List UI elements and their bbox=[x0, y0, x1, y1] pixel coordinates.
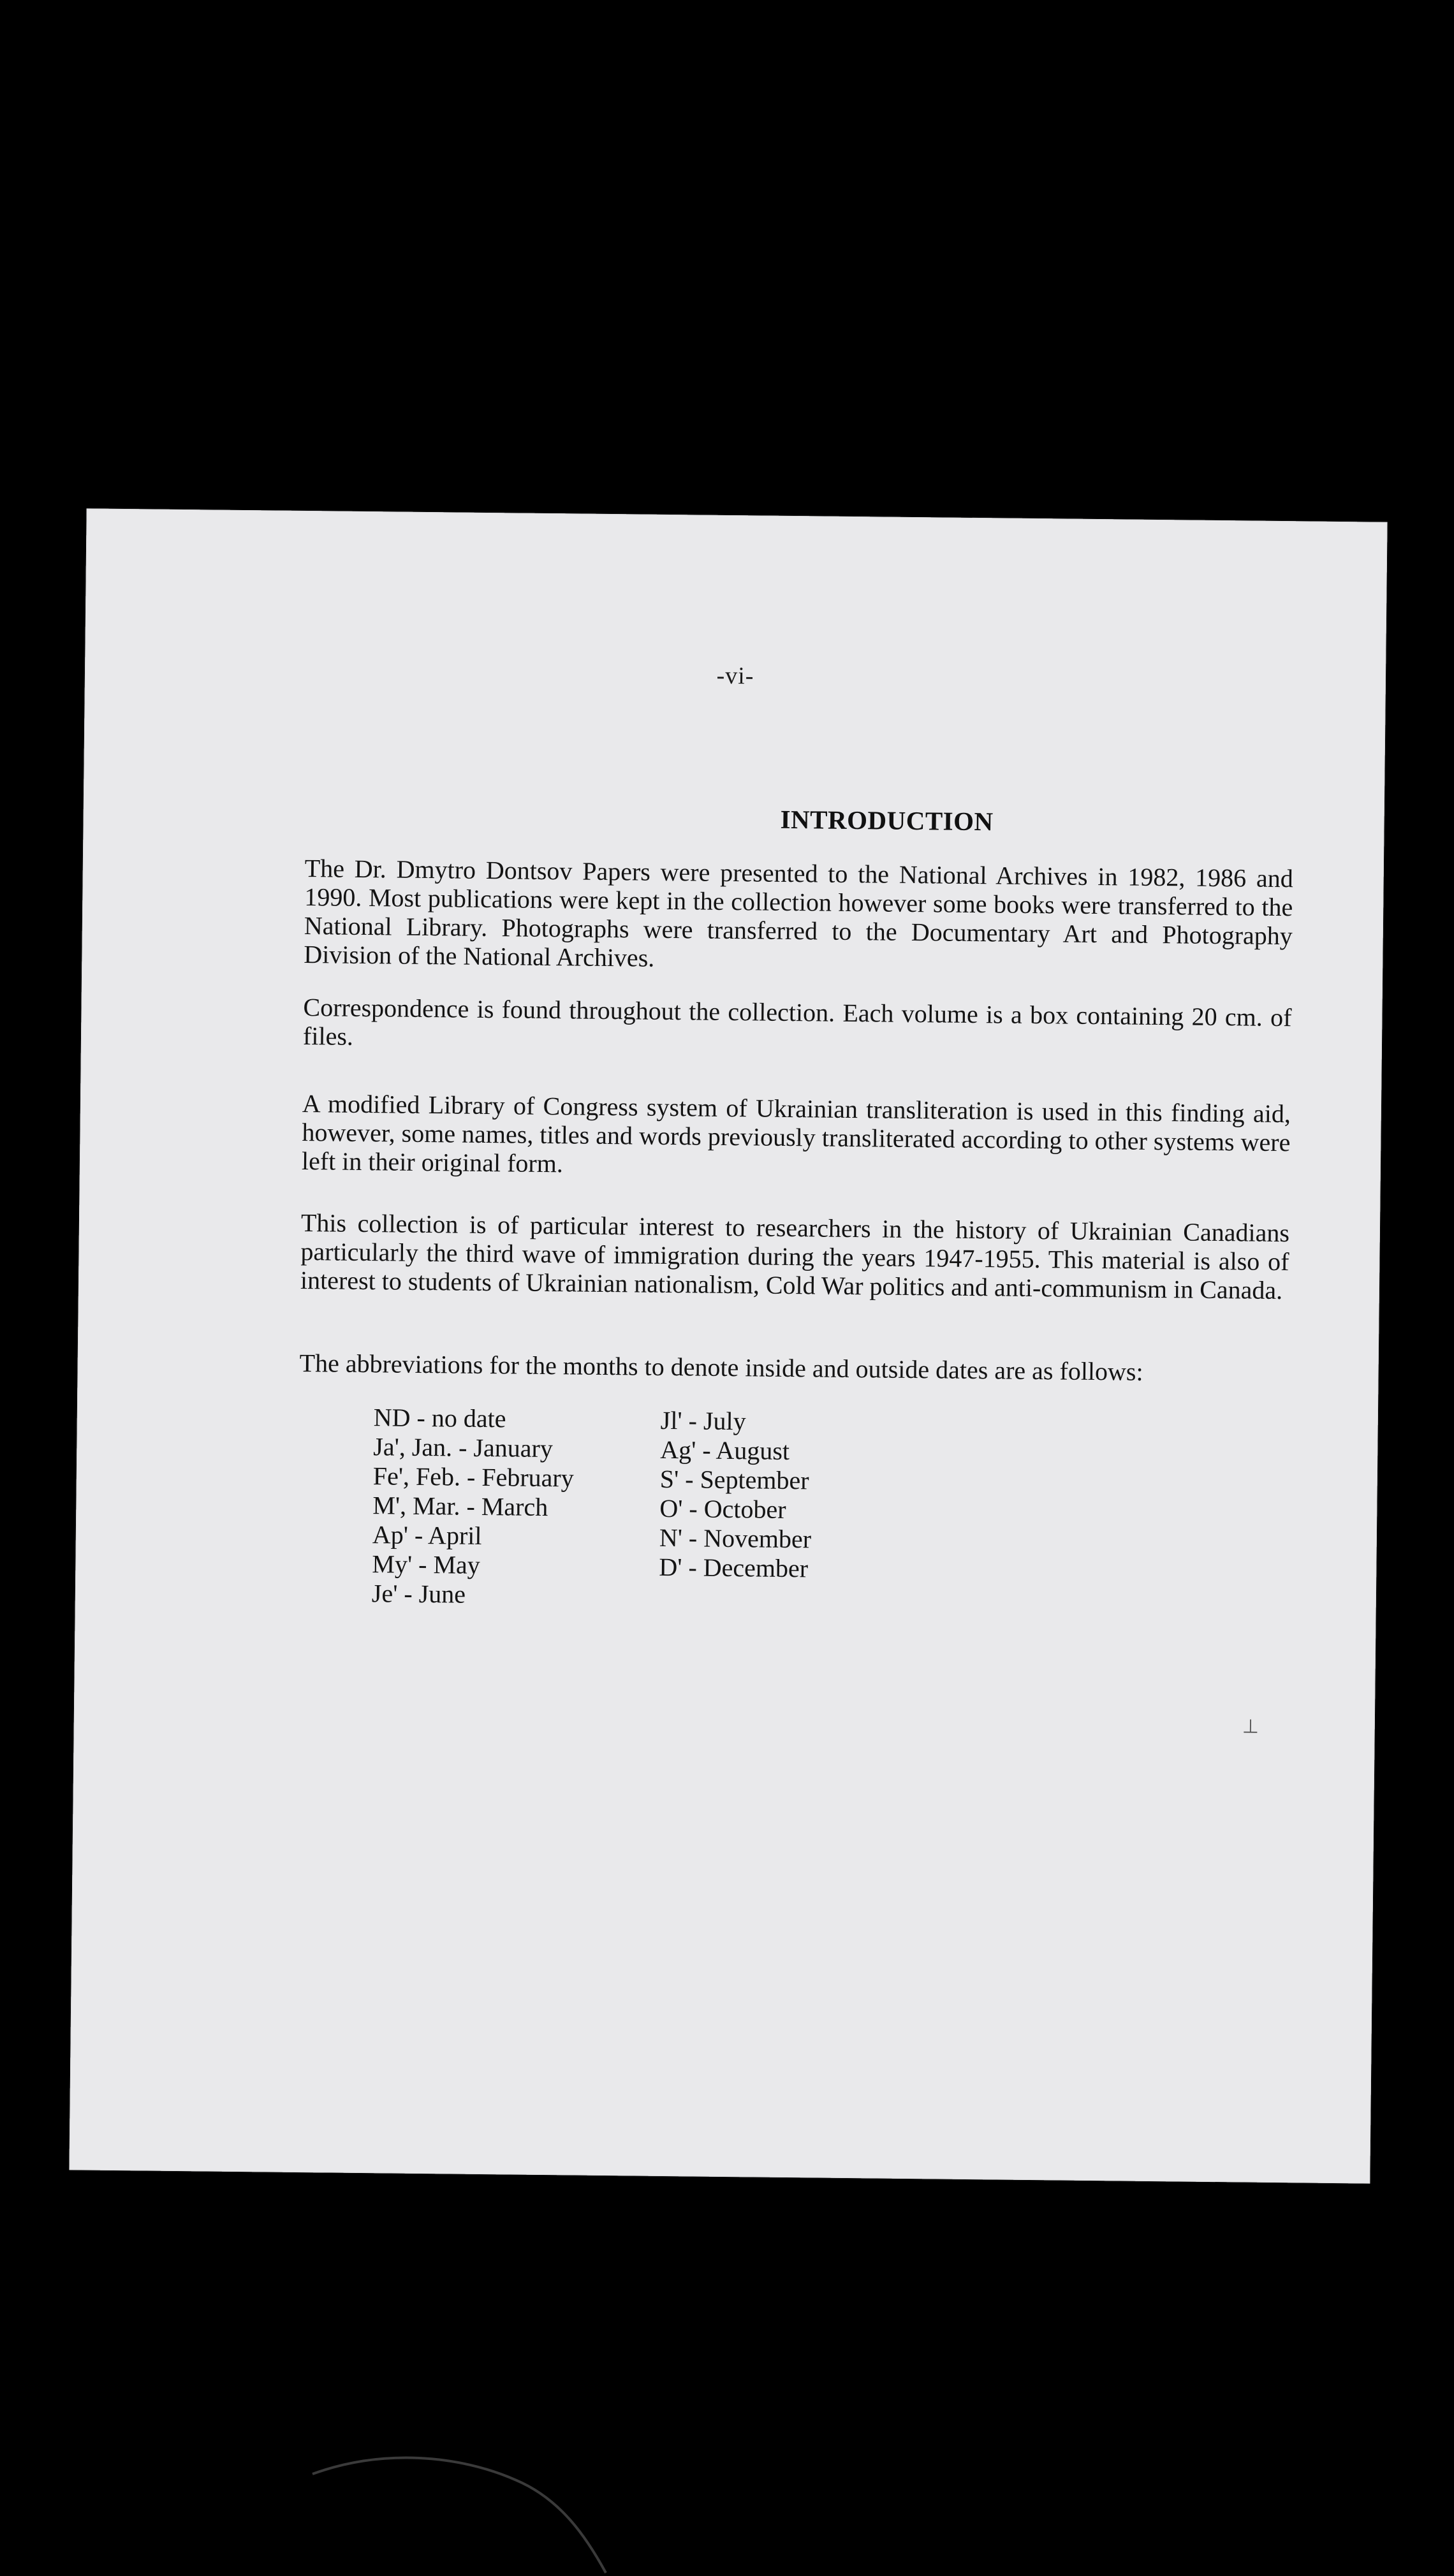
paragraph-transliteration: A modified Library of Congress system of Ukrainian transliteration is used in this finding aid, however, some names, titles and words previously transliterated according to other systems were left in their original form. bbox=[301, 1088, 1291, 1178]
scan-mark: ⊥ bbox=[1242, 1715, 1259, 1738]
list-item: Je' - June bbox=[371, 1579, 466, 1609]
scanned-page bbox=[69, 508, 1387, 2183]
paragraph-research-interest: This collection is of particular interest to researchers in the history of Ukrainian Canadians particularly the third wave of immigration during the years 1947-1955. This material is also of interest to students of Ukrainian nationalism, Cold War politics and anti-communism in Canada. bbox=[300, 1208, 1290, 1305]
list-item: ND - no date bbox=[373, 1403, 506, 1433]
list-item: N' - November bbox=[659, 1523, 812, 1554]
list-item: M', Mar. - March bbox=[372, 1491, 548, 1522]
page-title: INTRODUCTION bbox=[780, 804, 994, 837]
list-item: Ag' - August bbox=[660, 1435, 790, 1466]
list-item: Fe', Feb. - February bbox=[372, 1461, 574, 1493]
list-item: S' - September bbox=[659, 1464, 809, 1495]
list-item: Ap' - April bbox=[372, 1520, 482, 1550]
list-item: O' - October bbox=[659, 1493, 786, 1524]
paragraph-abbreviations-intro: The abbreviations for the months to denote inside and outside dates are as follows: bbox=[299, 1348, 1143, 1386]
list-item: My' - May bbox=[372, 1549, 481, 1579]
paragraph-provenance: The Dr. Dmytro Dontsov Papers were presented to the National Archives in 1982, 1986 and 1990. Most publications were kept in the collection however some books were transferred to the National Library. Photographs were transferred to the Documentary Art and Photography Division of the National Archives. bbox=[304, 854, 1293, 972]
abbreviation-list-right bbox=[659, 1406, 812, 1583]
scan-artifact-curve bbox=[306, 2436, 638, 2576]
list-item: Ja', Jan. - January bbox=[373, 1432, 554, 1463]
list-item: D' - December bbox=[659, 1552, 809, 1583]
list-item: Jl' - July bbox=[660, 1405, 746, 1436]
page-number: -vi- bbox=[716, 662, 754, 690]
paragraph-correspondence: Correspondence is found throughout the collection. Each volume is a box containing 20 cm. of files. bbox=[302, 992, 1292, 1051]
abbreviation-list-left bbox=[372, 1403, 575, 1610]
